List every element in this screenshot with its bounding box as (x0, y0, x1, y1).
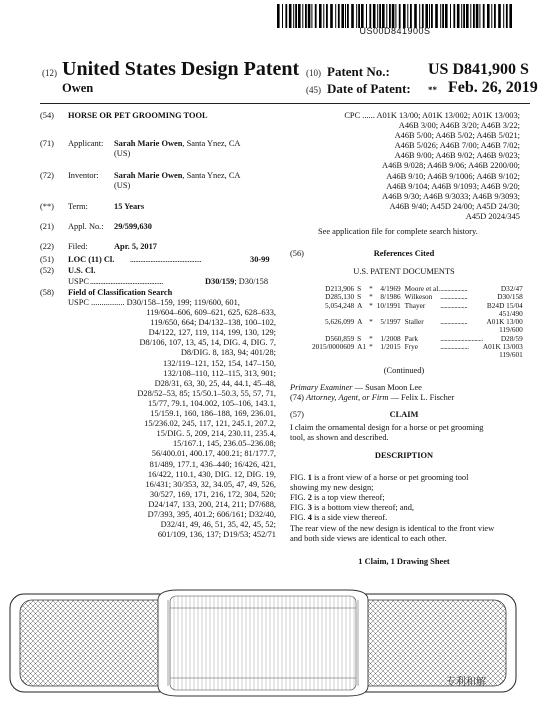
barcode-bar (509, 4, 512, 28)
reference-star: * (369, 317, 373, 327)
patent-date: Feb. 26, 2019 (448, 79, 538, 96)
barcode-bar (457, 4, 460, 28)
cpc-line: A45D 2024/345 (465, 211, 520, 221)
barcode-bar (491, 4, 492, 28)
field-71-tag: (71) (40, 139, 54, 148)
us-class-secondary: ; D30/158 (234, 277, 269, 286)
classification-line: 15/77, 79.1, 104.002, 105–106, 143.1, (148, 398, 276, 408)
figure-line-pre: showing my new design; (290, 483, 374, 493)
barcode-bar (386, 4, 387, 28)
field-72-label: Inventor: (68, 171, 99, 180)
figure-line-post: is a bottom view thereof; and, (311, 503, 414, 513)
reference-date: 10/1991 (376, 300, 401, 310)
field-52-label: U.S. Cl. (68, 266, 96, 275)
refs-tag: (56) (290, 249, 304, 258)
barcode-bar (319, 4, 322, 28)
barcode-bar (311, 4, 312, 28)
references-table (312, 285, 523, 360)
barcode-bar (483, 4, 485, 28)
classification-line: 15/236.02, 245, 117, 121, 245.1, 207.2, (144, 419, 276, 429)
field-22-tag: (22) (40, 242, 54, 251)
us-class-primary: D30/159 (205, 277, 235, 286)
barcode-bar (347, 4, 349, 28)
reference-cls (483, 302, 523, 319)
barcode-bar (338, 4, 340, 28)
barcode-bar (315, 4, 317, 28)
barcode-bar (293, 4, 294, 28)
classification-line: 56/400.01, 400.17, 400.21; 81/177.7, (151, 449, 276, 459)
figure-list (290, 473, 522, 523)
inventor-name: Sarah Marie Owen (114, 171, 183, 180)
barcode (277, 4, 513, 28)
applicant-location: , Santa Ynez, CA (182, 139, 241, 148)
barcode-bar (392, 4, 395, 28)
reference-star: * (369, 292, 373, 302)
classification-search-list (68, 298, 276, 540)
classification-line: 119/604–606, 609–621, 625, 628–633, (146, 308, 276, 318)
attorney-label: Attorney, Agent, or Firm (306, 393, 389, 402)
barcode-bar (351, 4, 354, 28)
document-title: United States Design Patent (62, 58, 300, 80)
reference-dots: .................... (440, 342, 469, 352)
see-application: See application file for complete search history. (318, 227, 478, 236)
barcode-bar (302, 4, 303, 28)
barcode-bar (440, 4, 441, 28)
header-rule (40, 103, 530, 104)
barcode-bar (450, 4, 451, 28)
cpc-line: CPC ...... A01K 13/00; A01K 13/002; A01K 13/003; (344, 111, 520, 120)
reference-no: D213,906 (325, 284, 355, 293)
figure-line (290, 493, 522, 503)
barcode-bar (295, 4, 297, 28)
classification-line: 119/650, 664; D4/132–138, 100–102, (150, 318, 276, 328)
field-52-tag: (52) (40, 266, 54, 275)
reference-dots: ................... (440, 300, 468, 310)
barcode-bar (476, 4, 479, 28)
classification-line: D8/DIG. 8, 183, 94; 401/28; (180, 348, 276, 358)
field-51-label: LOC (11) Cl. (68, 255, 115, 264)
examiner-name: — Susan Moon Lee (352, 383, 422, 392)
cpc-line: A46B 9/10; A46B 9/1006; A46B 9/102; (386, 171, 520, 181)
barcode-bar (461, 4, 462, 28)
classification-line: 601/109, 136, 137; D19/53; 452/71 (157, 530, 276, 540)
barcode-bar (453, 4, 455, 28)
continued: (Continued) (383, 366, 425, 375)
figure-line (290, 483, 522, 493)
barcode-bar (289, 4, 292, 28)
claim-tag: (57) (290, 410, 304, 419)
barcode-bar (361, 4, 364, 28)
reference-name: Park (404, 333, 419, 343)
reference-date: 8/1986 (380, 292, 401, 302)
figure-line-post: is a front view of a horse or pet grooming tool (311, 473, 469, 482)
barcode-bar (466, 4, 469, 28)
reference-row (312, 343, 523, 360)
cpc-line: A46B 9/028; A46B 9/06; A46B 2200/00; (382, 161, 520, 171)
inventor-country: (US) (114, 181, 131, 190)
figure-line-pre: FIG. (290, 493, 308, 503)
loc-class-value: 30-99 (250, 255, 270, 264)
field-51-tag: (51) (40, 255, 54, 264)
barcode-bar (494, 4, 496, 28)
barcode-bar (487, 4, 490, 28)
figure-line-n: 1 (307, 473, 312, 482)
right-column (288, 111, 524, 581)
cpc-line: A46B 9/40; A45D 24/00; A45D 24/30; (389, 201, 520, 211)
reference-class-continued: 451/490 (498, 308, 523, 318)
rear-line: The rear view of the new design is identical to the front view (290, 524, 495, 533)
barcode-bar (285, 4, 287, 28)
figure-line-post: is a top view thereof; (311, 493, 385, 503)
reference-dots: ................... (440, 284, 468, 293)
claim-title: CLAIM (389, 410, 419, 419)
barcode-bar (403, 4, 406, 28)
field-term-tag: (**) (40, 202, 54, 211)
field-54-tag: (54) (40, 111, 54, 120)
reference-star: * (369, 342, 373, 352)
reference-k: S (357, 333, 362, 343)
reference-k: S (357, 284, 362, 293)
patent-no-label: Patent No.: (327, 64, 390, 79)
barcode-bar (341, 4, 344, 28)
barcode-bar (470, 4, 471, 28)
barcode-bar (369, 4, 371, 28)
cpc-line: A46B 9/104; A46B 9/1093; A46B 9/20; (386, 181, 520, 191)
reference-name: Moore et al. (404, 284, 441, 293)
field-51-dots: .......................................... (130, 255, 202, 264)
reference-class-continued: 119/600 (499, 325, 523, 335)
refs-title: References Cited (373, 249, 435, 258)
reference-cls: D32/47 (500, 284, 523, 293)
applicant-name: Sarah Marie Owen (114, 139, 183, 148)
barcode-bar (498, 4, 501, 28)
barcode-bar (431, 4, 433, 28)
barcode-bar (429, 4, 430, 28)
reference-date: 4/1969 (380, 284, 401, 293)
rear-line: and both side views are identical to each other. (290, 534, 447, 544)
barcode-bar (395, 4, 396, 28)
description-title: DESCRIPTION (374, 451, 434, 460)
barcode-bar (330, 4, 333, 28)
classification-line: 16/431; 30/353, 32, 34.05, 47, 49, 526, (145, 479, 276, 489)
classification-line: 132/108–110, 112–115, 313, 901; (163, 368, 276, 378)
figure-line-pre: FIG. (290, 473, 308, 482)
term-value: 15 Years (114, 202, 145, 211)
tag-10: (10) (306, 68, 321, 78)
field-54-title: HORSE OR PET GROOMING TOOL (68, 111, 208, 120)
cpc-list (288, 111, 520, 222)
header-inventor: Owen (62, 81, 94, 95)
barcode-bar (422, 4, 424, 28)
reference-no: 5,626,099 (324, 317, 355, 327)
barcode-bar (442, 4, 444, 28)
inventor-location: , Santa Ynez, CA (182, 171, 241, 180)
barcode-number: US00D841900S (359, 26, 431, 36)
reference-class: B24D 15/04 (486, 300, 523, 310)
cpc-line: A46B 3/00; A46B 3/20; A46B 3/22; (398, 121, 520, 131)
uspc-label: USPC (68, 277, 89, 286)
barcode-bar (345, 4, 346, 28)
reference-k: A1 (357, 342, 367, 352)
field-22-label: Filed: (68, 242, 88, 251)
barcode-bar (382, 4, 385, 28)
reference-row (312, 302, 523, 319)
barcode-bar (326, 4, 328, 28)
classification-line: 81/489, 177.1, 436–440; 16/426, 421, (149, 459, 276, 469)
field-58-label: Field of Classification Search (68, 288, 173, 297)
figure-line-post: is a side view thereof. (311, 513, 388, 523)
figure-line-n: 4 (307, 513, 312, 523)
claim-line: tool, as shown and described. (290, 433, 389, 443)
barcode-bar (298, 4, 301, 28)
classification-line: USPC ................ D30/158–159, 199; 119/600, 601, (68, 298, 240, 307)
reference-star: * (369, 300, 373, 310)
claim-line: I claim the ornamental design for a horse or pet grooming (290, 423, 484, 432)
classification-line: D28/52–53, 85; 15/50.1–50.3, 55, 57, 71, (137, 388, 276, 398)
barcode-bar (503, 4, 504, 28)
barcode-bar (308, 4, 311, 28)
reference-star: * (369, 333, 373, 343)
reference-dots: ................... (440, 292, 468, 302)
reference-no: 2015/0000609 (312, 342, 355, 352)
reference-date: 1/2015 (380, 342, 401, 352)
field-52-dots: ........................................... (90, 277, 163, 286)
classification-line: D28/31, 63, 30, 25, 44, 44.1, 45–48, (154, 378, 276, 388)
reference-name: Wilkeson (404, 292, 433, 302)
examiner-label: Primary Examiner (290, 383, 353, 392)
reference-no: D285,130 (325, 292, 355, 302)
applicant-country: (US) (114, 149, 131, 158)
figure-line (290, 513, 522, 523)
reference-k: A (357, 317, 363, 327)
barcode-bar (463, 4, 465, 28)
field-21-label: Appl. No.: (68, 222, 104, 231)
reference-cls (483, 343, 523, 360)
barcode-bar (410, 4, 412, 28)
barcode-bar (435, 4, 438, 28)
classification-line: 15/159.1, 160, 186–188, 169, 236.01, (150, 409, 276, 419)
reference-dots: .............................. (440, 333, 483, 343)
reference-name: Thayer (404, 300, 426, 310)
reference-class: A01K 13/00 (486, 317, 523, 327)
figure-line-n: 2 (307, 493, 312, 503)
figure-line (290, 503, 522, 513)
reference-dots: ................... (440, 317, 468, 327)
date-label: Date of Patent: (327, 81, 411, 96)
reference-star: * (369, 284, 373, 293)
tag-45: (45) (306, 85, 321, 95)
attorney-tag: (74) (290, 393, 304, 402)
barcode-bar (407, 4, 408, 28)
reference-name: Frye (404, 342, 419, 352)
barcode-bar (358, 4, 360, 28)
us-docs-heading: U.S. PATENT DOCUMENTS (353, 267, 455, 276)
date-stars: ** (428, 85, 437, 95)
barcode-bar (277, 4, 280, 28)
claims-summary: 1 Claim, 1 Drawing Sheet (358, 557, 450, 566)
figure-line-n: 3 (307, 503, 312, 513)
classification-line: 15/167.1, 145, 236.05–236.08; (172, 439, 276, 449)
reference-no: D560,859 (325, 333, 355, 343)
classification-line: D32/41, 49, 46, 51, 35, 42, 45, 52; (160, 520, 276, 530)
cpc-line: A46B 9/00; A46B 9/02; A46B 9/023; (394, 151, 520, 161)
cpc-line: A46B 5/00; A46B 5/02; A46B 5/021; (394, 131, 520, 141)
figure-line (290, 473, 522, 483)
barcode-bar (425, 4, 428, 28)
classification-line: D7/393, 395, 401.2; 606/161; D32/40, (147, 509, 276, 519)
reference-class-continued: 119/601 (499, 350, 523, 360)
tag-12: (12) (42, 68, 57, 78)
classification-line: D4/122, 127, 119, 114, 199, 130, 129; (148, 328, 276, 338)
reference-cls (483, 318, 523, 335)
barcode-bar (356, 4, 357, 28)
field-term-label: Term: (68, 202, 88, 211)
barcode-bar (473, 4, 475, 28)
barcode-bar (305, 4, 307, 28)
design-drawing (8, 586, 518, 698)
barcode-bar (389, 4, 391, 28)
reference-no: 5,054,248 (324, 300, 355, 310)
barcode-bar (282, 4, 283, 28)
classification-line: 16/422, 110.1, 430, DIG. 12, DIG. 19, (147, 469, 276, 479)
cpc-line: A46B 5/026; A46B 7/00; A46B 7/02; (394, 141, 520, 151)
classification-line: 132/119–121, 152, 154, 147–150, (163, 358, 276, 368)
barcode-bar (479, 4, 480, 28)
barcode-bar (414, 4, 417, 28)
reference-date: 1/2008 (380, 333, 401, 343)
classification-line: D8/106, 107, 13, 45, 14, DIG. 4, DIG. 7, (139, 338, 276, 348)
classification-line: 15/DIG. 5, 209, 214, 230.11, 235.4, (156, 429, 276, 439)
barcode-bar (366, 4, 367, 28)
reference-cls: D30/158 (497, 292, 523, 302)
field-58-tag: (58) (40, 288, 54, 297)
barcode-bar (335, 4, 336, 28)
barcode-bar (323, 4, 324, 28)
cpc-line: A46B 9/30; A46B 9/3033; A46B 9/3093; (382, 191, 520, 201)
reference-cls: D28/59 (500, 333, 523, 343)
barcode-bar (379, 4, 381, 28)
field-71-label: Applicant: (68, 139, 104, 148)
reference-row (312, 318, 523, 335)
reference-date: 5/1997 (380, 317, 401, 327)
figure-line-pre: FIG. (290, 513, 308, 523)
appl-no-value: 29/599,630 (114, 222, 152, 231)
reference-k: A (357, 300, 363, 310)
barcode-bar (377, 4, 378, 28)
attorney-name: — Felix L. Fischer (388, 393, 455, 402)
barcode-bar (399, 4, 401, 28)
filed-value: Apr. 5, 2017 (114, 242, 157, 251)
barcode-bar (445, 4, 448, 28)
classification-line: D24/147, 133, 200, 214, 211; D7/688, (148, 499, 276, 509)
barcode-bar (506, 4, 508, 28)
reference-name: Staller (404, 317, 424, 327)
field-21-tag: (21) (40, 222, 54, 231)
barcode-bar (373, 4, 376, 28)
watermark: 专利和解 (446, 677, 486, 688)
figure-line-pre: FIG. (290, 503, 308, 513)
classification-line: 30/527, 169, 171, 216, 172, 304, 520; (149, 489, 276, 499)
barcode-bar (419, 4, 420, 28)
field-72-tag: (72) (40, 171, 54, 180)
left-column (40, 111, 280, 581)
reference-k: S (357, 292, 362, 302)
reference-class: A01K 13/003 (482, 342, 523, 352)
patent-number: US D841,900 S (428, 61, 529, 78)
